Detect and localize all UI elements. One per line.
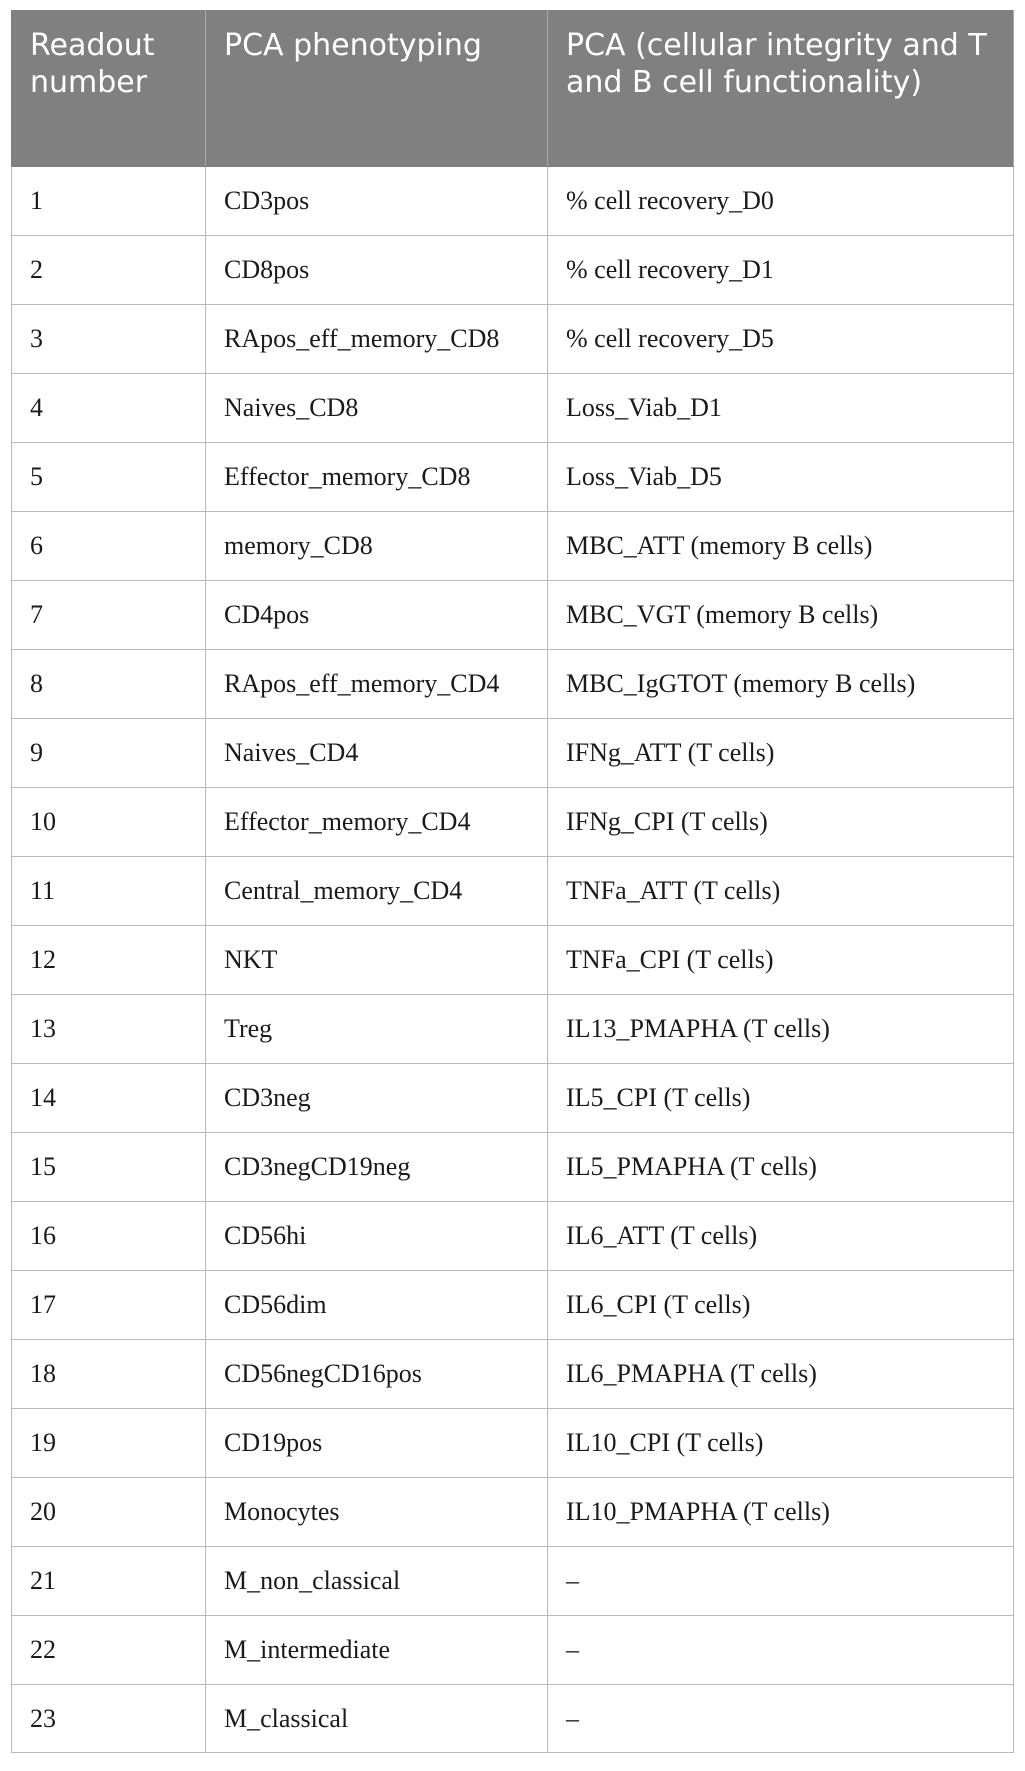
cell-pca-phenotyping: RApos_eff_memory_CD4	[206, 650, 548, 719]
table-row	[12, 1340, 1014, 1409]
cell-readout-number: 21	[12, 1547, 206, 1616]
cell-pca-phenotyping: NKT	[206, 926, 548, 995]
cell-pca-functionality: IL6_CPI (T cells)	[548, 1271, 1014, 1340]
cell-readout-number: 2	[12, 236, 206, 305]
cell-pca-functionality: IL5_CPI (T cells)	[548, 1064, 1014, 1133]
cell-pca-phenotyping: Effector_memory_CD8	[206, 443, 548, 512]
cell-readout-number: 3	[12, 305, 206, 374]
cell-pca-functionality: –	[548, 1685, 1014, 1753]
cell-readout-number: 8	[12, 650, 206, 719]
cell-pca-functionality: % cell recovery_D5	[548, 305, 1014, 374]
table-row	[12, 1202, 1014, 1271]
table-row	[12, 650, 1014, 719]
cell-pca-functionality: % cell recovery_D0	[548, 167, 1014, 236]
cell-pca-functionality: –	[548, 1547, 1014, 1616]
cell-pca-functionality: TNFa_ATT (T cells)	[548, 857, 1014, 926]
table-row	[12, 926, 1014, 995]
table-row	[12, 305, 1014, 374]
cell-pca-phenotyping: Monocytes	[206, 1478, 548, 1547]
cell-pca-phenotyping: CD8pos	[206, 236, 548, 305]
table-header	[12, 11, 1014, 167]
cell-pca-functionality: % cell recovery_D1	[548, 236, 1014, 305]
header-pca-functionality: PCA (cellular integrity and T and B cell functionality)	[548, 11, 1014, 167]
table-row	[12, 1478, 1014, 1547]
cell-pca-functionality: IFNg_ATT (T cells)	[548, 719, 1014, 788]
readout-table-container	[11, 10, 1013, 1753]
cell-readout-number: 14	[12, 1064, 206, 1133]
cell-readout-number: 12	[12, 926, 206, 995]
cell-pca-functionality: TNFa_CPI (T cells)	[548, 926, 1014, 995]
table-row	[12, 1064, 1014, 1133]
cell-pca-functionality: MBC_VGT (memory B cells)	[548, 581, 1014, 650]
header-pca-phenotyping: PCA phenotyping	[206, 11, 548, 167]
cell-pca-phenotyping: Naives_CD8	[206, 374, 548, 443]
cell-readout-number: 15	[12, 1133, 206, 1202]
table-row	[12, 1685, 1014, 1753]
cell-readout-number: 13	[12, 995, 206, 1064]
cell-pca-phenotyping: M_non_classical	[206, 1547, 548, 1616]
cell-pca-functionality: Loss_Viab_D5	[548, 443, 1014, 512]
readout-table	[11, 10, 1014, 1753]
cell-readout-number: 17	[12, 1271, 206, 1340]
table-row	[12, 719, 1014, 788]
table-row	[12, 995, 1014, 1064]
cell-pca-functionality: MBC_ATT (memory B cells)	[548, 512, 1014, 581]
cell-pca-functionality: –	[548, 1616, 1014, 1685]
cell-pca-phenotyping: CD3neg	[206, 1064, 548, 1133]
cell-pca-phenotyping: CD56dim	[206, 1271, 548, 1340]
cell-readout-number: 6	[12, 512, 206, 581]
cell-pca-phenotyping: M_classical	[206, 1685, 548, 1753]
cell-pca-phenotyping: Effector_memory_CD4	[206, 788, 548, 857]
cell-pca-functionality: IL5_PMAPHA (T cells)	[548, 1133, 1014, 1202]
table-row	[12, 1271, 1014, 1340]
cell-readout-number: 18	[12, 1340, 206, 1409]
table-row	[12, 236, 1014, 305]
cell-pca-functionality: MBC_IgGTOT (memory B cells)	[548, 650, 1014, 719]
cell-pca-functionality: IFNg_CPI (T cells)	[548, 788, 1014, 857]
table-row	[12, 1409, 1014, 1478]
cell-pca-functionality: IL6_PMAPHA (T cells)	[548, 1340, 1014, 1409]
cell-pca-phenotyping: CD4pos	[206, 581, 548, 650]
cell-pca-phenotyping: Central_memory_CD4	[206, 857, 548, 926]
table-row	[12, 581, 1014, 650]
table-row	[12, 443, 1014, 512]
cell-pca-phenotyping: CD3negCD19neg	[206, 1133, 548, 1202]
table-row	[12, 857, 1014, 926]
table-body	[12, 167, 1014, 1753]
cell-readout-number: 4	[12, 374, 206, 443]
table-row	[12, 512, 1014, 581]
cell-readout-number: 10	[12, 788, 206, 857]
cell-pca-phenotyping: memory_CD8	[206, 512, 548, 581]
cell-pca-functionality: IL6_ATT (T cells)	[548, 1202, 1014, 1271]
cell-pca-functionality: IL10_CPI (T cells)	[548, 1409, 1014, 1478]
header-readout-number: Readout number	[12, 11, 206, 167]
cell-pca-functionality: Loss_Viab_D1	[548, 374, 1014, 443]
cell-readout-number: 23	[12, 1685, 206, 1753]
cell-readout-number: 9	[12, 719, 206, 788]
cell-pca-phenotyping: M_intermediate	[206, 1616, 548, 1685]
cell-pca-phenotyping: CD19pos	[206, 1409, 548, 1478]
cell-readout-number: 22	[12, 1616, 206, 1685]
cell-readout-number: 16	[12, 1202, 206, 1271]
cell-pca-phenotyping: CD56negCD16pos	[206, 1340, 548, 1409]
cell-pca-functionality: IL10_PMAPHA (T cells)	[548, 1478, 1014, 1547]
cell-pca-phenotyping: Naives_CD4	[206, 719, 548, 788]
cell-pca-phenotyping: RApos_eff_memory_CD8	[206, 305, 548, 374]
cell-readout-number: 11	[12, 857, 206, 926]
cell-readout-number: 5	[12, 443, 206, 512]
cell-readout-number: 1	[12, 167, 206, 236]
table-row	[12, 1547, 1014, 1616]
table-row	[12, 1616, 1014, 1685]
cell-readout-number: 19	[12, 1409, 206, 1478]
cell-readout-number: 7	[12, 581, 206, 650]
cell-readout-number: 20	[12, 1478, 206, 1547]
cell-pca-functionality: IL13_PMAPHA (T cells)	[548, 995, 1014, 1064]
table-row	[12, 374, 1014, 443]
header-row	[12, 11, 1014, 167]
table-row	[12, 788, 1014, 857]
table-row	[12, 1133, 1014, 1202]
cell-pca-phenotyping: Treg	[206, 995, 548, 1064]
cell-pca-phenotyping: CD56hi	[206, 1202, 548, 1271]
table-row	[12, 167, 1014, 236]
cell-pca-phenotyping: CD3pos	[206, 167, 548, 236]
